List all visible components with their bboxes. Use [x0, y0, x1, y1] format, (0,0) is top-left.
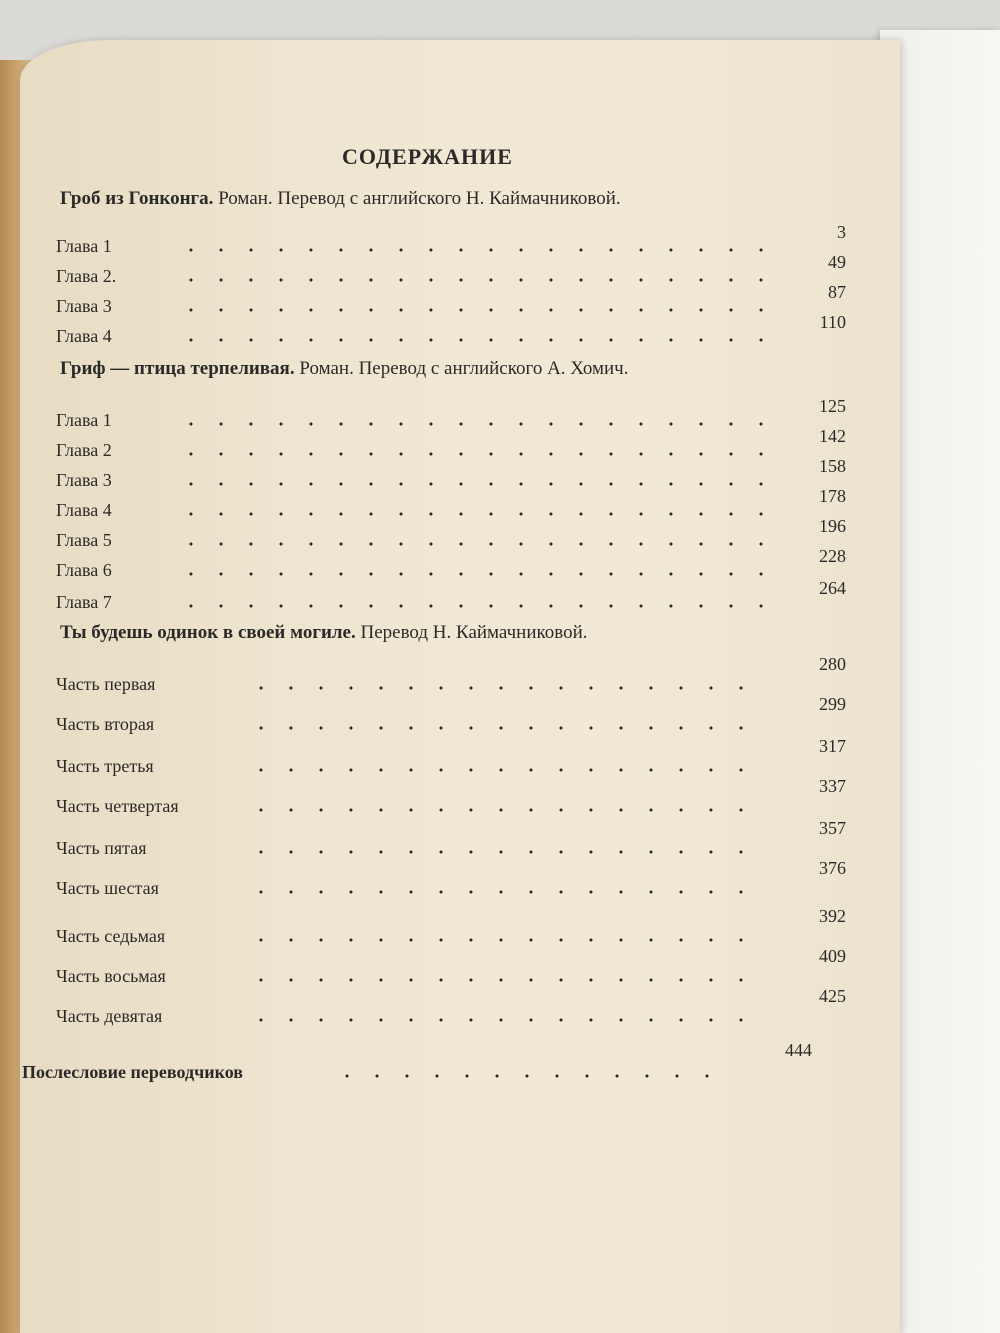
- toc-entry: [56, 776, 856, 820]
- entry-page: 376: [819, 858, 846, 878]
- entry-page: 425: [819, 986, 846, 1006]
- leader-dots: [176, 482, 766, 486]
- leader-dots: [332, 1074, 732, 1078]
- leader-dots: [176, 542, 766, 546]
- entry-page: 3: [837, 222, 846, 242]
- section-1-heading: [60, 188, 820, 210]
- page-title: СОДЕРЖАНИЕ: [342, 144, 513, 169]
- entry-label: Часть восьмая: [56, 966, 166, 986]
- entry-page: 125: [819, 396, 846, 416]
- entry-label: Глава 3: [56, 296, 112, 316]
- toc-entry: [56, 736, 856, 780]
- toc-entry: [56, 282, 856, 320]
- entry-label: Часть шестая: [56, 878, 159, 898]
- entry-page: 409: [819, 946, 846, 966]
- book-page: [20, 40, 900, 1333]
- leader-dots: [176, 452, 766, 456]
- entry-label: Часть девятая: [56, 1006, 163, 1026]
- leader-dots: [176, 422, 766, 426]
- toc-entry-afterword: [22, 1040, 822, 1086]
- leader-dots: [246, 686, 766, 690]
- toc-entry: [56, 516, 856, 554]
- entry-label: Часть четвертая: [56, 796, 179, 816]
- entry-page: 49: [828, 252, 846, 272]
- section-2-heading: [60, 358, 820, 380]
- entry-label: Часть первая: [56, 674, 156, 694]
- leader-dots: [246, 1018, 766, 1022]
- leader-dots: [176, 308, 766, 312]
- leader-dots: [176, 338, 766, 342]
- entry-label: Глава 2: [56, 440, 112, 460]
- entry-page: 178: [819, 486, 846, 506]
- section-3-title: Ты будешь одинок в своей могиле.: [60, 622, 356, 643]
- entry-label: Часть третья: [56, 756, 154, 776]
- entry-label: Глава 3: [56, 470, 112, 490]
- entry-page: 196: [819, 516, 846, 536]
- entry-label: Глава 2.: [56, 266, 117, 286]
- leader-dots: [246, 768, 766, 772]
- section-3-desc: Перевод Н. Каймачниковой.: [360, 622, 588, 643]
- entry-label: Часть седьмая: [56, 926, 166, 946]
- entry-page: 87: [828, 282, 846, 302]
- afterword-label: Послесловие переводчиков: [22, 1062, 243, 1082]
- toc-entry: [56, 312, 856, 350]
- entry-page: 317: [819, 736, 846, 756]
- entry-label: Часть вторая: [56, 714, 155, 734]
- entry-label: Глава 7: [56, 592, 112, 612]
- entry-page: 142: [819, 426, 846, 446]
- toc-entry: [56, 694, 856, 738]
- toc-entry: [56, 426, 856, 464]
- section-3-heading: [60, 622, 820, 644]
- entry-page: 392: [819, 906, 846, 926]
- entry-page: 110: [819, 312, 846, 332]
- section-2-desc: Роман. Перевод с английского А. Хомич.: [299, 358, 629, 379]
- section-1-desc: Роман. Перевод с английского Н. Каймачниковой.: [218, 188, 621, 209]
- entry-page: 280: [819, 654, 846, 674]
- toc-entry: [56, 578, 856, 616]
- entry-label: Глава 4: [56, 500, 112, 520]
- toc-entry: [56, 858, 856, 902]
- toc-entry: [56, 654, 856, 698]
- toc-entry: [56, 252, 856, 290]
- toc-entry: [56, 906, 856, 950]
- entry-page: 228: [819, 546, 846, 566]
- afterword-page: 444: [785, 1040, 812, 1060]
- leader-dots: [246, 808, 766, 812]
- entry-page: 299: [819, 694, 846, 714]
- section-1-title: Гроб из Гонконга.: [60, 188, 214, 209]
- leader-dots: [246, 978, 766, 982]
- entry-label: Глава 5: [56, 530, 112, 550]
- toc-entry: [56, 986, 856, 1030]
- leader-dots: [246, 850, 766, 854]
- entry-label: Глава 1: [56, 236, 112, 256]
- leader-dots: [176, 604, 766, 608]
- toc-entry: [56, 946, 856, 990]
- entry-page: 337: [819, 776, 846, 796]
- leader-dots: [246, 938, 766, 942]
- toc-entry: [56, 546, 856, 584]
- leader-dots: [176, 572, 766, 576]
- entry-label: Глава 4: [56, 326, 112, 346]
- leader-dots: [246, 726, 766, 730]
- entry-label: Глава 1: [56, 410, 112, 430]
- toc-entry: [56, 818, 856, 862]
- toc-entry: [56, 222, 856, 260]
- entry-page: 264: [819, 578, 846, 598]
- entry-page: 158: [819, 456, 846, 476]
- leader-dots: [246, 890, 766, 894]
- leader-dots: [176, 278, 766, 282]
- entry-page: 357: [819, 818, 846, 838]
- section-2-title: Гриф — птица терпеливая.: [60, 358, 295, 379]
- entry-label: Часть пятая: [56, 838, 147, 858]
- entry-label: Глава 6: [56, 560, 112, 580]
- toc-entry: [56, 456, 856, 494]
- toc-entry: [56, 396, 856, 434]
- leader-dots: [176, 512, 766, 516]
- leader-dots: [176, 248, 766, 252]
- toc-entry: [56, 486, 856, 524]
